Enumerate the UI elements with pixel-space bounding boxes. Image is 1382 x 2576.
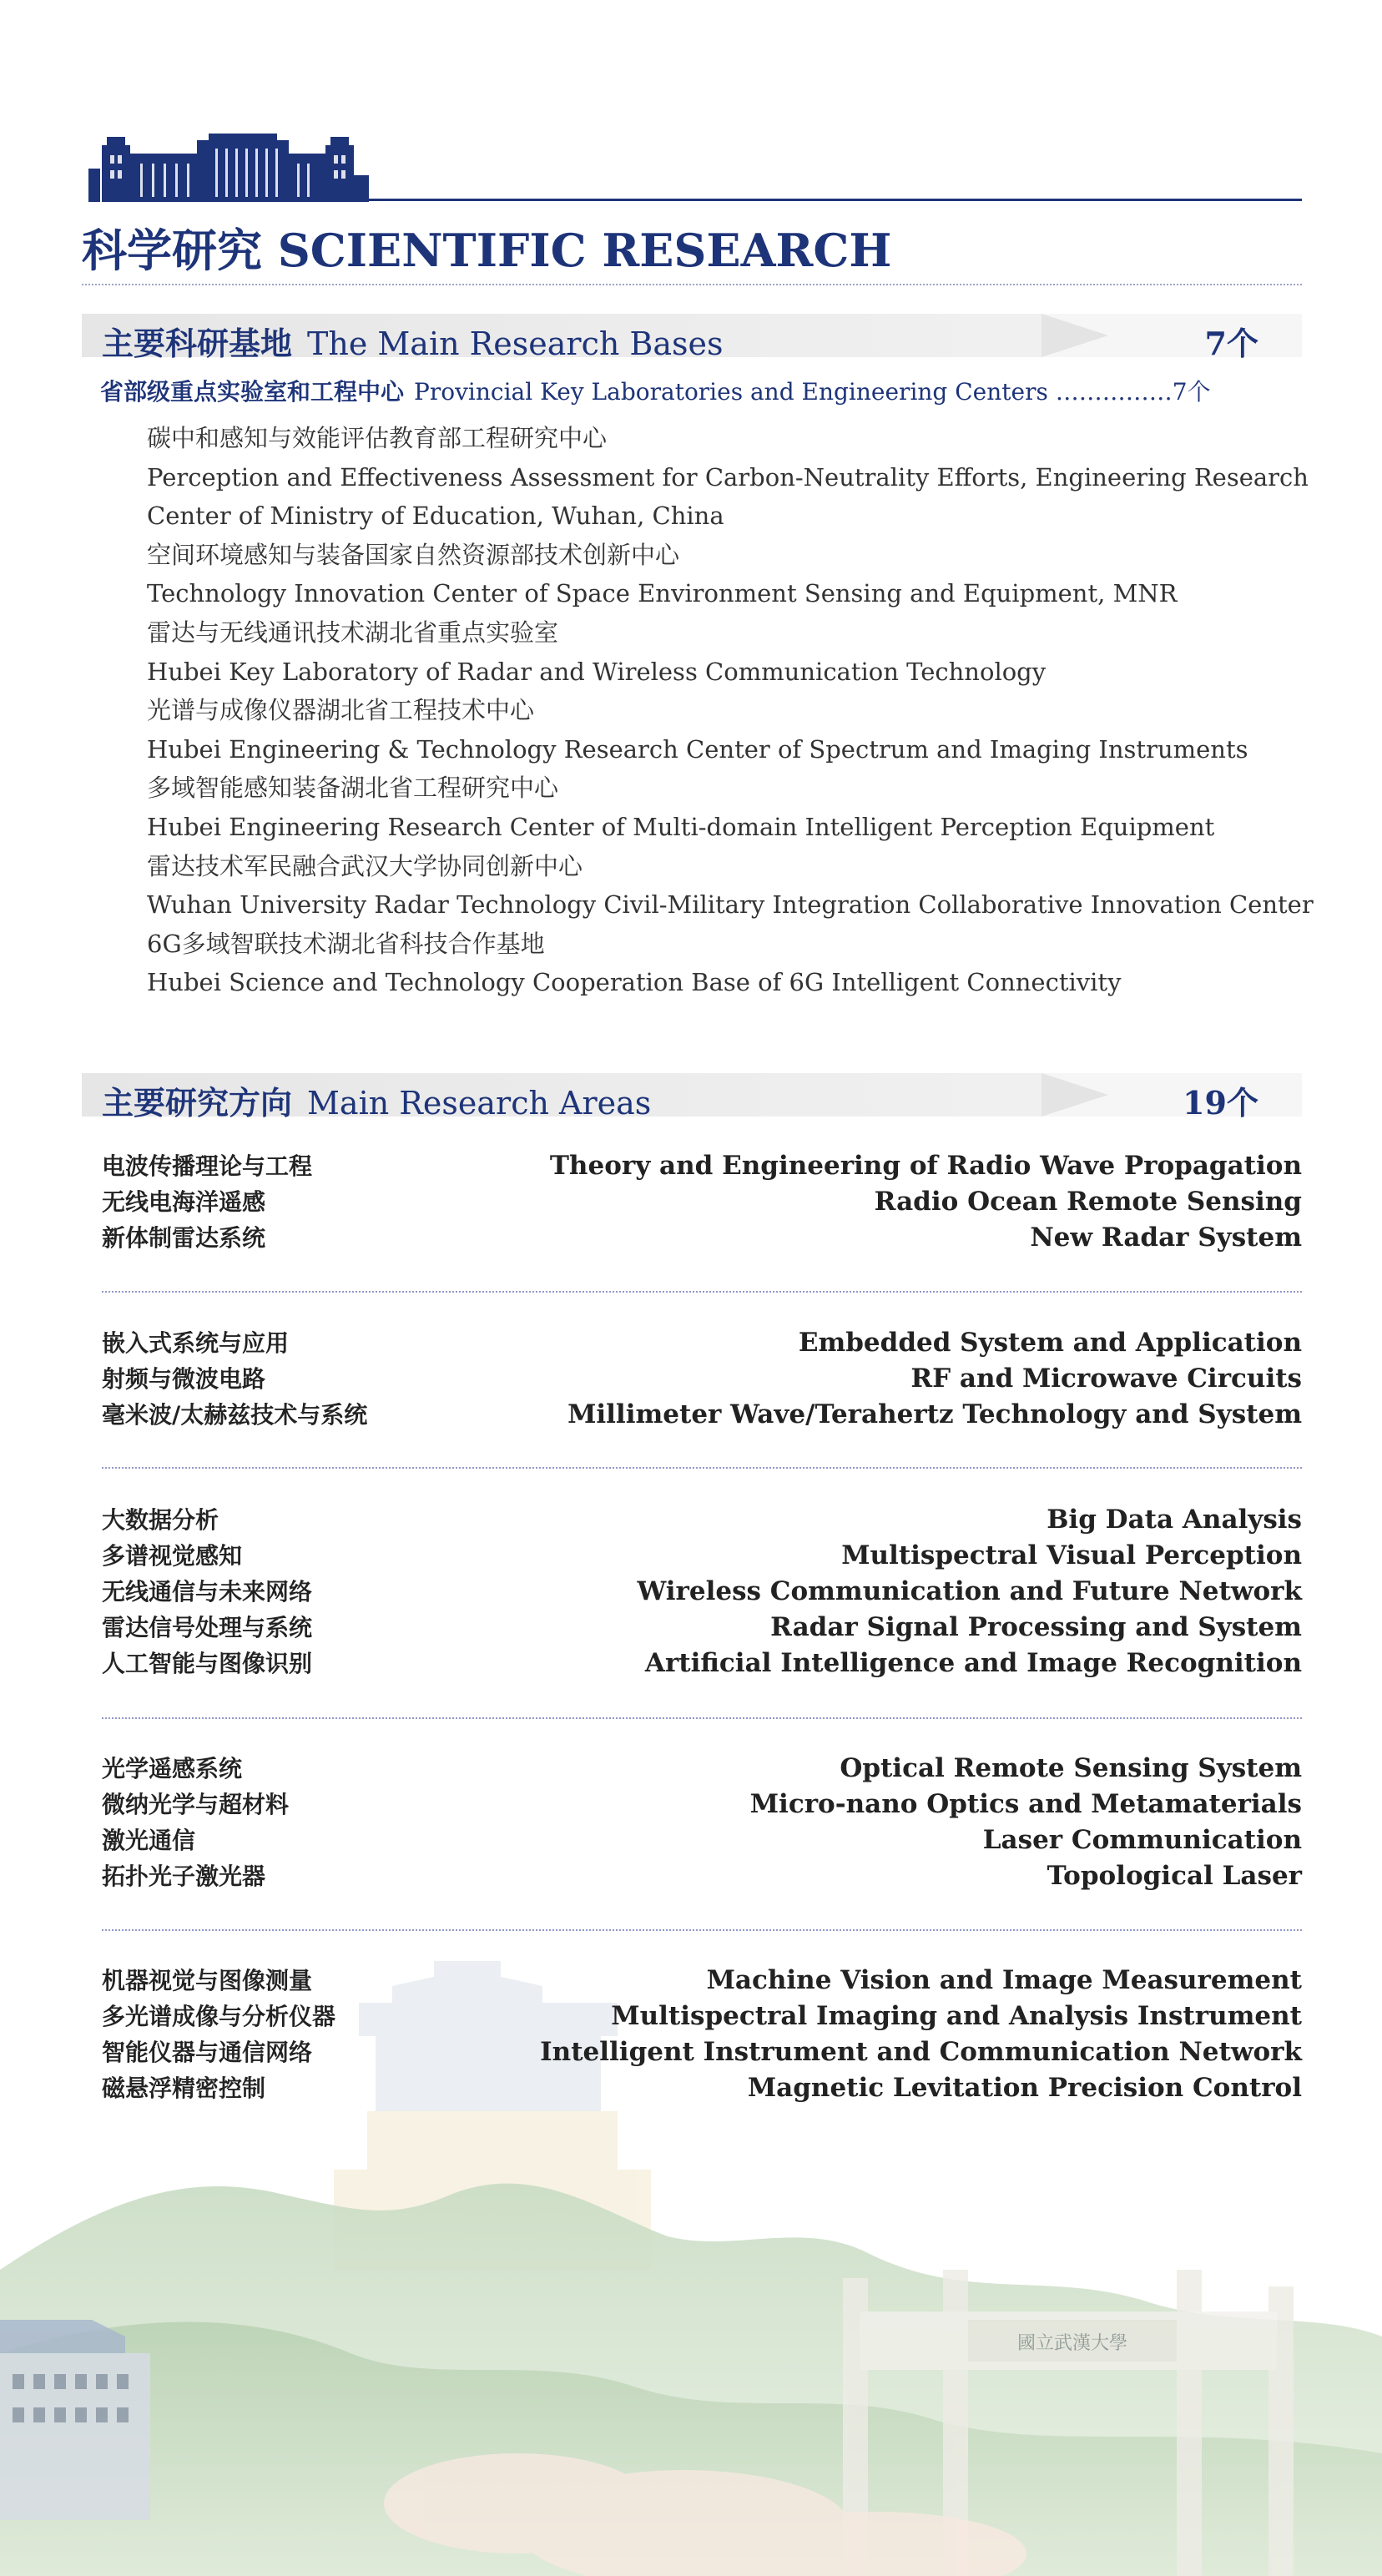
research-area-cn: 毫米波/太赫兹技术与系统 (102, 1401, 368, 1429)
research-area-row (102, 1822, 1302, 1858)
gate-inscription: 國立武漢大學 (1016, 2333, 1128, 2354)
research-area-cn: 机器视觉与图像测量 (102, 1967, 313, 1994)
research-area-cn: 大数据分析 (102, 1506, 219, 1534)
research-bases-bar (82, 314, 1302, 362)
research-area-cn: 电波传播理论与工程 (102, 1152, 313, 1180)
research-area-row (102, 1858, 1302, 1894)
research-area-en: Multispectral Visual Perception (841, 1540, 1302, 1570)
research-area-en: Magnetic Levitation Precision Control (747, 2073, 1302, 2103)
research-area-row (102, 1184, 1302, 1220)
research-area-en: Micro-nano Optics and Metamaterials (749, 1789, 1302, 1819)
research-area-row (102, 1963, 1302, 1999)
provincial-labs-heading (100, 374, 1211, 407)
list-item: 雷达与无线通讯技术湖北省重点实验室 (147, 618, 559, 647)
group-divider (102, 1467, 1302, 1469)
research-areas-bar (82, 1073, 1302, 1122)
research-area-group (102, 1502, 1302, 1681)
research-area-row (102, 1325, 1302, 1361)
research-area-en: Embedded System and Application (798, 1328, 1302, 1358)
research-area-en: Theory and Engineering of Radio Wave Propagation (549, 1151, 1302, 1181)
research-area-en: Intelligent Instrument and Communication Network (540, 2037, 1302, 2067)
research-bases-count: 7个 (1204, 325, 1258, 362)
group-divider (102, 1717, 1302, 1719)
research-area-cn: 微纳光学与超材料 (102, 1791, 290, 1818)
research-area-en: Radio Ocean Remote Sensing (874, 1187, 1302, 1217)
research-area-en: Multispectral Imaging and Analysis Instrument (611, 2001, 1302, 2031)
list-item: Hubei Engineering Research Center of Multi-domain Intelligent Perception Equipment (147, 812, 1215, 841)
research-bases-list (147, 419, 1315, 1002)
research-area-cn: 多光谱成像与分析仪器 (102, 2003, 336, 2030)
list-item: Wuhan University Radar Technology Civil-Military Integration Collaborative Innovation Center (147, 890, 1314, 920)
research-area-row (102, 1751, 1302, 1787)
list-item: Perception and Effectiveness Assessment for Carbon-Neutrality Efforts, Engineering Research (147, 462, 1309, 492)
research-area-en: Laser Communication (982, 1825, 1302, 1855)
list-item: 6G多域智联技术湖北省科技合作基地 (147, 929, 545, 958)
research-area-cn: 新体制雷达系统 (102, 1224, 266, 1252)
list-item: Technology Innovation Center of Space Environment Sensing and Equipment, MNR (147, 579, 1178, 608)
list-item: Hubei Engineering & Technology Research Center of Spectrum and Imaging Instruments (147, 734, 1248, 764)
research-area-cn: 多谱视觉感知 (102, 1542, 243, 1570)
page-title: 科学研究 SCIENTIFIC RESEARCH (82, 224, 892, 277)
research-area-row (102, 1361, 1302, 1397)
research-area-row (102, 2034, 1302, 2070)
list-item: 多域智能感知装备湖北省工程研究中心 (147, 774, 559, 803)
research-area-cn: 雷达信号处理与系统 (102, 1614, 313, 1641)
research-area-en: New Radar System (1030, 1222, 1302, 1253)
research-area-cn: 智能仪器与通信网络 (102, 2039, 313, 2066)
research-area-en: Optical Remote Sensing System (840, 1753, 1302, 1783)
research-area-row (102, 1397, 1302, 1433)
research-area-row (102, 1538, 1302, 1574)
research-area-cn: 磁悬浮精密控制 (102, 2074, 266, 2102)
provincial-labs-heading-en: Provincial Key Laboratories and Engineering Centers ……………7个 (414, 378, 1211, 406)
group-divider (102, 1291, 1302, 1293)
research-area-en: Machine Vision and Image Measurement (706, 1965, 1302, 1995)
research-area-cn: 嵌入式系统与应用 (102, 1329, 290, 1357)
research-area-row (102, 1646, 1302, 1681)
research-area-row (102, 1574, 1302, 1610)
research-area-en: Wireless Communication and Future Network (637, 1576, 1302, 1606)
research-area-cn: 光学遥感系统 (102, 1755, 243, 1782)
research-bases-title-en: The Main Research Bases (307, 325, 724, 362)
research-area-group (102, 1325, 1302, 1433)
list-item: 光谱与成像仪器湖北省工程技术中心 (147, 696, 535, 725)
title-divider (82, 284, 1302, 285)
header-rule (275, 199, 1302, 201)
research-area-cn: 人工智能与图像识别 (102, 1650, 313, 1677)
research-area-group (102, 1148, 1302, 1256)
group-divider (102, 1929, 1302, 1931)
list-item: Hubei Science and Technology Cooperation Base of 6G Intelligent Connectivity (147, 968, 1122, 997)
research-area-en: RF and Microwave Circuits (910, 1364, 1302, 1394)
research-bases-title-cn: 主要科研基地 (102, 325, 293, 362)
provincial-labs-heading-cn: 省部级重点实验室和工程中心 (100, 378, 405, 406)
research-area-cn: 激光通信 (102, 1827, 196, 1854)
research-bases-title (102, 318, 724, 364)
list-item: 碳中和感知与效能评估教育部工程研究中心 (147, 424, 608, 452)
list-item: 空间环境感知与装备国家自然资源部技术创新中心 (147, 540, 680, 569)
list-item: Center of Ministry of Education, Wuhan, China (147, 502, 724, 531)
research-area-row (102, 1610, 1302, 1646)
research-area-row (102, 1787, 1302, 1822)
research-area-group (102, 1963, 1302, 2106)
list-item: 雷达技术军民融合武汉大学协同创新中心 (147, 851, 583, 880)
research-area-en: Millimeter Wave/Terahertz Technology and System (567, 1399, 1302, 1429)
header-building-icon (82, 134, 371, 202)
research-area-cn: 无线电海洋遥感 (102, 1188, 266, 1216)
research-area-cn: 无线通信与未来网络 (102, 1578, 313, 1606)
research-area-row (102, 1502, 1302, 1538)
research-area-row (102, 2070, 1302, 2106)
research-area-cn: 拓扑光子激光器 (102, 1863, 266, 1890)
research-area-en: Artificial Intelligence and Image Recognition (644, 1648, 1302, 1678)
research-area-row (102, 1220, 1302, 1256)
research-areas-title-cn: 主要研究方向 (102, 1084, 293, 1122)
research-area-row (102, 1148, 1302, 1184)
research-area-cn: 射频与微波电路 (102, 1365, 266, 1393)
research-areas-title (102, 1077, 651, 1123)
research-area-group (102, 1751, 1302, 1894)
research-area-en: Radar Signal Processing and System (770, 1612, 1302, 1642)
research-area-row (102, 1999, 1302, 2034)
research-areas-count: 19个 (1183, 1084, 1258, 1122)
research-area-en: Topological Laser (1047, 1861, 1302, 1891)
research-areas-title-en: Main Research Areas (307, 1085, 652, 1122)
list-item: Hubei Key Laboratory of Radar and Wireless Communication Technology (147, 657, 1047, 686)
research-area-en: Big Data Analysis (1047, 1505, 1302, 1535)
